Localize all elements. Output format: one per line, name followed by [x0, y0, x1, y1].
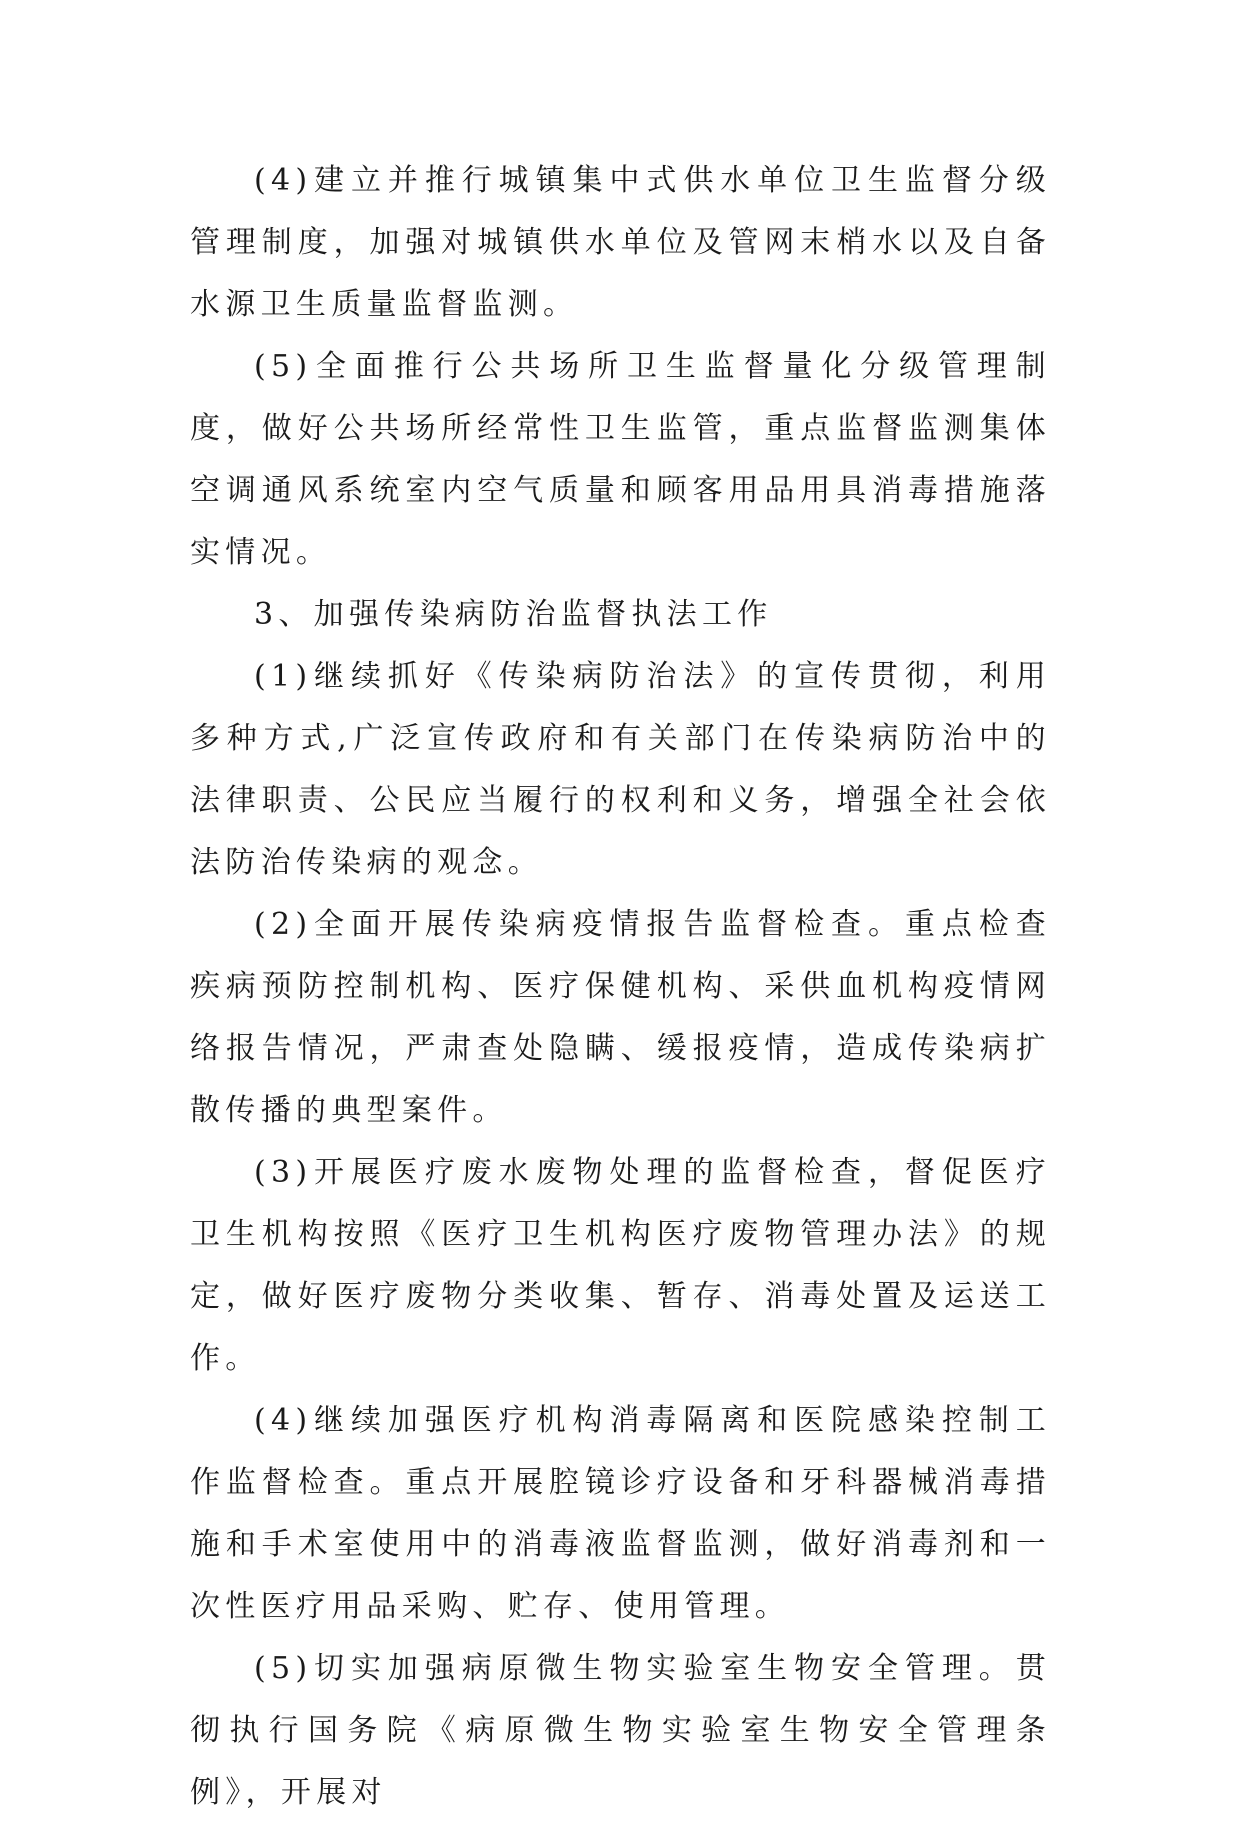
- paragraph-lab-biosafety: (5)切实加强病原微生物实验室生物安全管理。贯彻执行国务院《病原微生物实验室生物安全管理条例》，开展对: [190, 1651, 1051, 1810]
- document-page: [190, 150, 1051, 1824]
- paragraph-water-supply: (4)建立并推行城镇集中式供水单位卫生监督分级管理制度，加强对城镇供水单位及管网末梢水以及自备水源卫生质量监督监测。: [190, 163, 1051, 322]
- paragraph-medical-waste: (3)开展医疗废水废物处理的监督检查，督促医疗卫生机构按照《医疗卫生机构医疗废物管理办法》的规定，做好医疗废物分类收集、暂存、消毒处置及运送工作。: [190, 1155, 1051, 1376]
- paragraph-public-places: (5)全面推行公共场所卫生监督量化分级管理制度，做好公共场所经常性卫生监管，重点监督监测集体空调通风系统室内空气质量和顾客用品用具消毒措施落实情况。: [190, 349, 1051, 570]
- paragraph-law-publicity: (1)继续抓好《传染病防治法》的宣传贯彻，利用多种方式,广泛宣传政府和有关部门在传染病防治中的法律职责、公民应当履行的权利和义务，增强全社会依法防治传染病的观念。: [190, 659, 1051, 880]
- paragraph-disinfection: (4)继续加强医疗机构消毒隔离和医院感染控制工作监督检查。重点开展腔镜诊疗设备和牙科器械消毒措施和手术室使用中的消毒液监督监测，做好消毒剂和一次性医疗用品采购、贮存、使用管理。: [190, 1403, 1051, 1624]
- paragraph-epidemic-reporting: (2)全面开展传染病疫情报告监督检查。重点检查疾病预防控制机构、医疗保健机构、采供血机构疫情网络报告情况，严肃查处隐瞒、缓报疫情，造成传染病扩散传播的典型案件。: [190, 907, 1051, 1128]
- section-heading-infectious-disease: 3、加强传染病防治监督执法工作: [254, 597, 773, 632]
